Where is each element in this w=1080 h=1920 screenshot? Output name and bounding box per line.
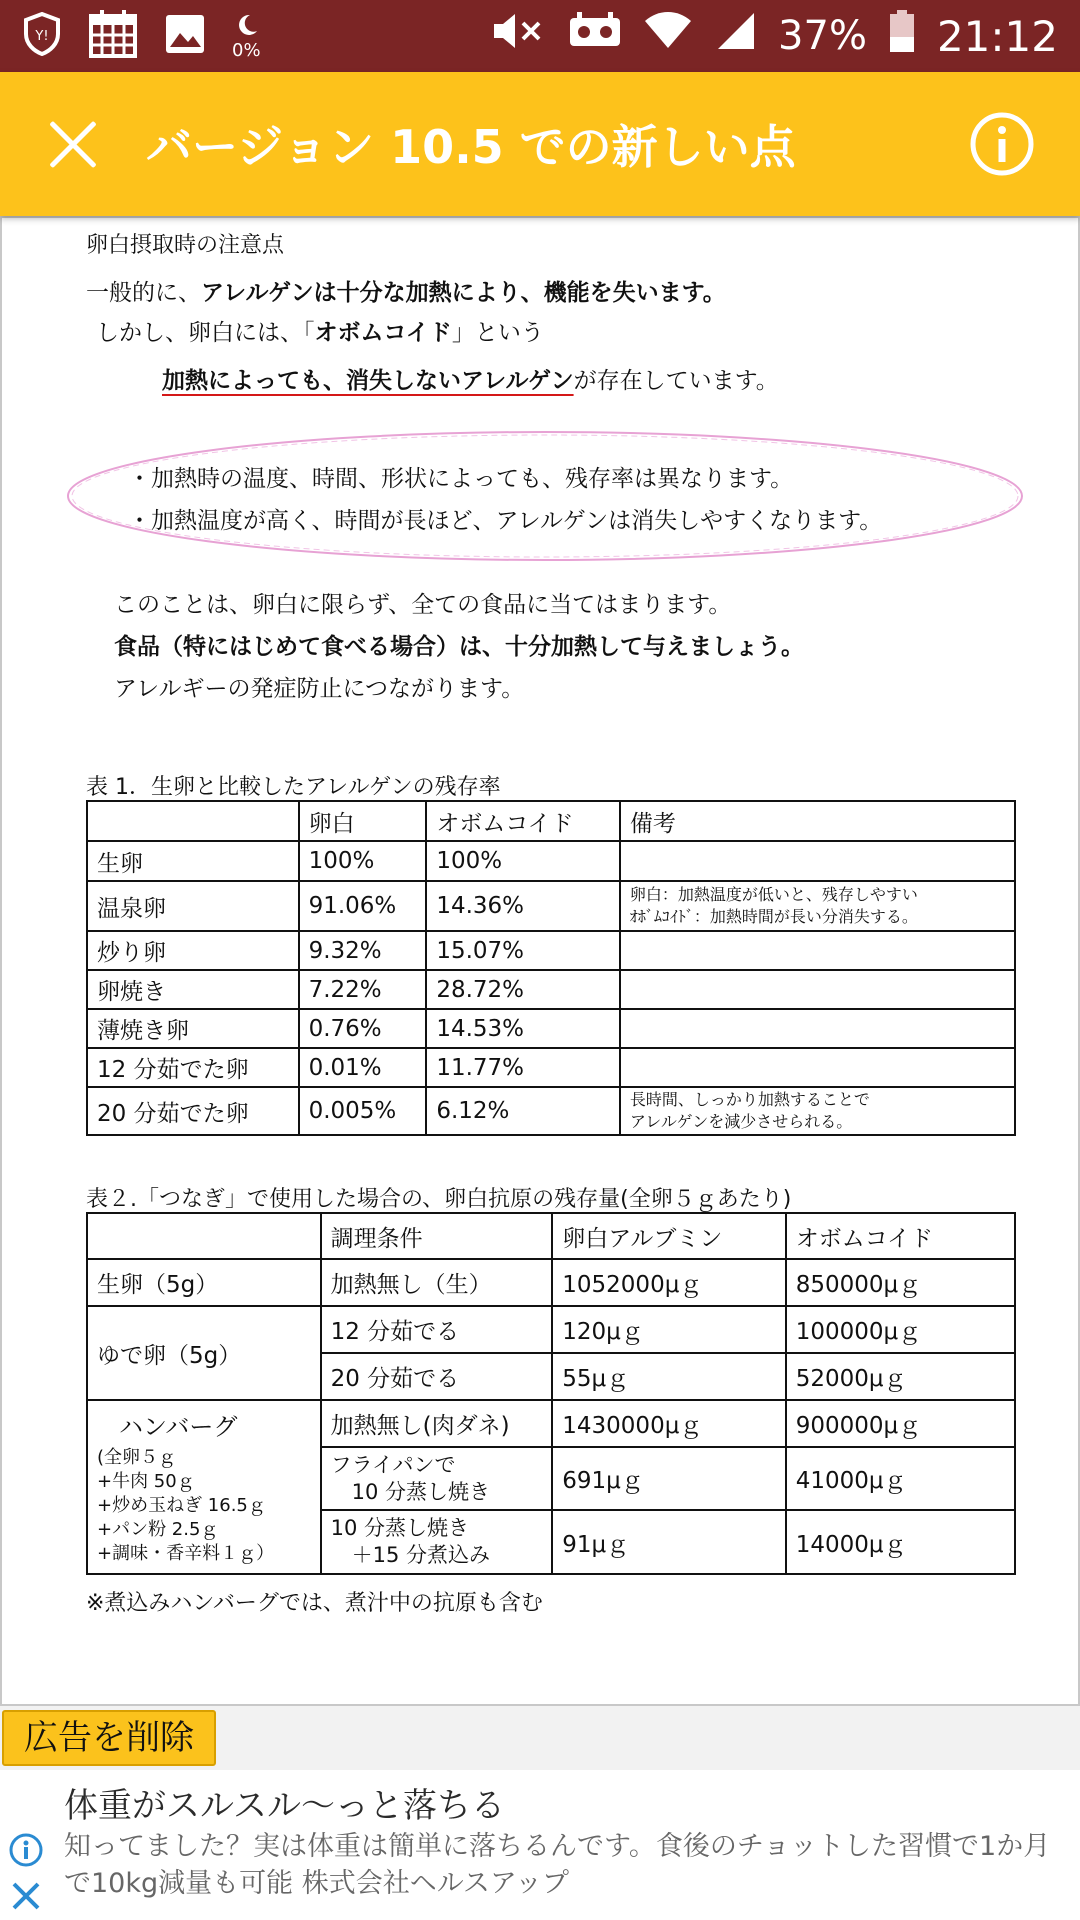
table-cell-remark: 卵白：加熱温度が低いと、残存しやすい ｵﾎﾞﾑｺｲﾄﾞ：加熱時間が長い分消失する。 xyxy=(620,881,1015,931)
table-row xyxy=(87,1400,1015,1447)
ad-banner[interactable] xyxy=(0,1770,1080,1920)
table-cell: 100% xyxy=(299,841,427,881)
ad-close-icon[interactable] xyxy=(10,1880,42,1916)
table2-caption: 表２.「つなぎ」で使用した場合の、卵白抗原の残存量(全卵５ｇあたり) xyxy=(86,1187,792,1212)
para3-plain: が存在しています。 xyxy=(573,368,779,394)
status-bar xyxy=(0,0,1080,72)
table1-caption: 表 1．生卵と比較したアレルゲンの残存率 xyxy=(86,775,501,800)
page-title: バージョン 10.5 での新しい点 xyxy=(146,120,796,174)
para1-plain: 一般的に、 xyxy=(86,280,201,306)
table-row xyxy=(87,1009,1015,1048)
paragraph-2 xyxy=(96,314,544,347)
table2-group-hamburg xyxy=(87,1400,321,1574)
table-cell: 7.22% xyxy=(299,970,427,1009)
table2-header-cell: 卵白アルブミン xyxy=(552,1213,785,1259)
table1-header-cell: 備考 xyxy=(620,801,1015,841)
mute-icon xyxy=(490,10,546,62)
table-cell: フライパンで 10 分蒸し焼き xyxy=(321,1447,553,1510)
remove-ads-button[interactable]: 広告を削除 xyxy=(2,1710,216,1766)
ad-info-icon[interactable] xyxy=(8,1832,44,1872)
table-row xyxy=(87,931,1015,970)
table-cell: 41000μｇ xyxy=(786,1447,1015,1510)
calendar-icon xyxy=(88,10,138,62)
para2-plain2: 」という xyxy=(451,320,544,346)
table-cell xyxy=(620,931,1015,970)
table-cell: 28.72% xyxy=(426,970,620,1009)
table-cell: 691μｇ xyxy=(552,1447,785,1510)
signal-icon xyxy=(714,11,756,61)
note-2: 食品（特にはじめて食べる場合）は、十分加熱して与えましょう。 xyxy=(114,634,804,660)
close-icon[interactable] xyxy=(48,119,98,169)
table-cell xyxy=(620,1048,1015,1087)
ad-title[interactable]: 体重がスルスル〜っと落ちる xyxy=(64,1786,505,1826)
highlight-ellipse xyxy=(64,426,1026,566)
paragraph-1 xyxy=(86,274,726,307)
table-cell: 15.07% xyxy=(426,931,620,970)
table-cell: 温泉卵 xyxy=(87,881,299,931)
note-1: このことは、卵白に限らず、全ての食品に当てはまります。 xyxy=(114,592,732,618)
para3-underlined: 加熱によっても、消失しないアレルゲン xyxy=(162,368,574,394)
table-cell: 加熱無し（生） xyxy=(321,1259,553,1306)
table-cell: 6.12% xyxy=(426,1087,620,1135)
table-cell: 14.36% xyxy=(426,881,620,931)
note-3: アレルギーの発症防止につながります。 xyxy=(114,676,525,702)
table-cell: 91μｇ xyxy=(552,1510,785,1574)
release-notes-content xyxy=(0,216,1080,1706)
para1-bold: アレルゲンは十分な加熱により、機能を失います。 xyxy=(201,280,726,306)
table-cell-remark: 長時間、しっかり加熱することで アレルゲンを減少させられる。 xyxy=(620,1087,1015,1135)
table1-header-row xyxy=(87,801,1015,841)
table1-header-cell: オボムコイド xyxy=(426,801,620,841)
article-heading: 卵白摂取時の注意点 xyxy=(86,233,285,258)
table-cell: 14.53% xyxy=(426,1009,620,1048)
table-row xyxy=(87,1048,1015,1087)
table-cell: 炒り卵 xyxy=(87,931,299,970)
table2-header-cell: 調理条件 xyxy=(321,1213,553,1259)
battery-icon xyxy=(889,9,915,63)
table2-group-label: ハンバーグ xyxy=(119,1413,238,1441)
table-cell: 0.005% xyxy=(299,1087,427,1135)
table-row xyxy=(87,970,1015,1009)
table-cell: 55μｇ xyxy=(552,1353,785,1400)
table-cell: 加熱無し(肉ダネ) xyxy=(321,1400,553,1447)
table-cell: 1430000μｇ xyxy=(552,1400,785,1447)
table-cell xyxy=(620,841,1015,881)
ad-area xyxy=(0,1706,1080,1920)
table2-header-cell xyxy=(87,1213,321,1259)
table1-header-cell: 卵白 xyxy=(299,801,427,841)
table2-header-row xyxy=(87,1213,1015,1259)
table-cell: 20 分茹でる xyxy=(321,1353,553,1400)
table-cell xyxy=(620,1009,1015,1048)
table-cell xyxy=(620,970,1015,1009)
table-cell: 0.01% xyxy=(299,1048,427,1087)
table-cell: 120μｇ xyxy=(552,1306,785,1353)
table-cell: 0.76% xyxy=(299,1009,427,1048)
table2-group-detail: (全卵５ｇ +牛肉 50ｇ +炒め玉ねぎ 16.5ｇ +パン粉 2.5ｇ +調味・香辛料１ｇ） xyxy=(97,1447,275,1564)
table2-group-label: 生卵（5g） xyxy=(87,1259,321,1306)
table-cell: 850000μｇ xyxy=(786,1259,1015,1306)
table-cell: 10 分蒸し焼き ＋15 分煮込み xyxy=(321,1510,553,1574)
battery-percent: 37% xyxy=(778,13,867,59)
table2 xyxy=(86,1212,1016,1575)
table-cell: 薄焼き卵 xyxy=(87,1009,299,1048)
table-cell: 100000μｇ xyxy=(786,1306,1015,1353)
table-row xyxy=(87,841,1015,881)
bullet-2: ・加熱温度が高く、時間が長ほど、アレルゲンは消失しやすくなります。 xyxy=(128,508,883,534)
table-row xyxy=(87,1259,1015,1306)
app-bar xyxy=(0,72,1080,216)
info-icon[interactable] xyxy=(960,102,1044,186)
table-cell: 1052000μｇ xyxy=(552,1259,785,1306)
bullet-1: ・加熱時の温度、時間、形状によっても、残存率は異なります。 xyxy=(128,466,794,492)
table1-header-cell xyxy=(87,801,299,841)
table-cell: 11.77% xyxy=(426,1048,620,1087)
table-cell: 91.06% xyxy=(299,881,427,931)
table-cell: 900000μｇ xyxy=(786,1400,1015,1447)
table-row xyxy=(87,1087,1015,1135)
paragraph-3 xyxy=(162,362,779,395)
table-row xyxy=(87,881,1015,931)
data-percent-text: 0% xyxy=(232,40,261,61)
table-cell: 100% xyxy=(426,841,620,881)
table-cell: 生卵 xyxy=(87,841,299,881)
table-cell: 14000μｇ xyxy=(786,1510,1015,1574)
table-cell: 卵焼き xyxy=(87,970,299,1009)
table-cell: 12 分茹でた卵 xyxy=(87,1048,299,1087)
table-cell: 20 分茹でた卵 xyxy=(87,1087,299,1135)
table2-header-cell: オボムコイド xyxy=(786,1213,1015,1259)
table2-group-label: ゆで卵（5g） xyxy=(87,1306,321,1400)
wifi-icon xyxy=(644,12,692,60)
clock: 21:12 xyxy=(936,11,1058,61)
shield-icon xyxy=(22,12,62,60)
para2-plain1: しかし、卵白には、「 xyxy=(96,320,315,346)
table-cell: 12 分茹でる xyxy=(321,1306,553,1353)
vr-icon xyxy=(568,10,622,62)
table1 xyxy=(86,800,1016,1136)
table2-footnote: ※煮込みハンバーグでは、煮汁中の抗原も含む xyxy=(86,1591,543,1616)
image-icon xyxy=(164,13,206,59)
table-cell: 9.32% xyxy=(299,931,427,970)
svg-text:Y!: Y! xyxy=(35,29,49,44)
table-row xyxy=(87,1306,1015,1353)
ad-body[interactable]: 知ってました？実は体重は簡単に落ちるんです。食後のチョットした習慣で1か月で10kg減量も可能 株式会社ヘルスアップ xyxy=(64,1831,1051,1899)
table-cell: 52000μｇ xyxy=(786,1353,1015,1400)
para2-bold: オボムコイド xyxy=(314,320,452,346)
data-saver-indicator xyxy=(232,12,261,60)
